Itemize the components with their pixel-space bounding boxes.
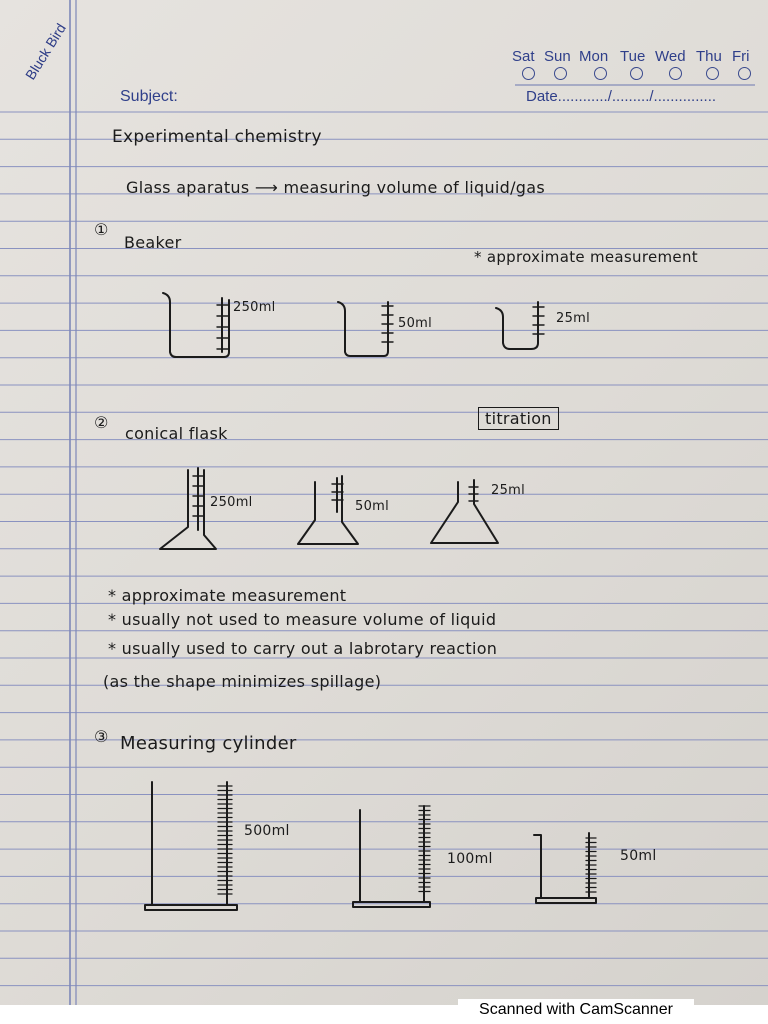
day-fri: Fri bbox=[732, 48, 750, 65]
scanner-watermark: Scanned with CamScanner bbox=[458, 999, 694, 1021]
cylinder-50-ticks bbox=[586, 838, 596, 892]
section-number-2: ② bbox=[94, 413, 109, 432]
cylinder-500-label: 500ml bbox=[244, 823, 290, 839]
date-label: Date............/........./............... bbox=[526, 88, 717, 105]
beaker-approx-note: * approximate measurement bbox=[474, 248, 698, 266]
day-sat: Sat bbox=[512, 48, 535, 65]
page-title: Experimental chemistry bbox=[112, 127, 322, 147]
day-mon: Mon bbox=[579, 48, 609, 65]
section-number-3: ③ bbox=[94, 727, 109, 746]
cylinder-100-outline bbox=[353, 806, 430, 907]
cylinder-heading: Measuring cylinder bbox=[120, 733, 297, 754]
cylinder-500-outline bbox=[145, 782, 237, 910]
day-sun: Sun bbox=[544, 48, 571, 65]
beaker-25-label: 25ml bbox=[556, 311, 591, 326]
beaker-250-label: 250ml bbox=[233, 300, 276, 315]
beaker-50-label: 50ml bbox=[398, 316, 433, 331]
cylinder-50-label: 50ml bbox=[620, 848, 657, 864]
titration-box: titration bbox=[478, 407, 559, 430]
day-thu: Thu bbox=[696, 48, 722, 65]
flask-heading: conical flask bbox=[125, 424, 228, 443]
flask-25-label: 25ml bbox=[491, 483, 526, 498]
day-tue: Tue bbox=[620, 48, 646, 65]
flask-50-label: 50ml bbox=[355, 499, 390, 514]
bullet-1: * approximate measurement bbox=[108, 586, 347, 605]
beaker-heading: Beaker bbox=[124, 233, 182, 252]
brand-logo: Bluck Bird bbox=[22, 20, 69, 83]
cylinder-500-ticks bbox=[218, 786, 232, 894]
intro-line: Glass aparatus ⟶ measuring volume of liquid/gas bbox=[126, 178, 545, 197]
bullet-2: * usually not used to measure volume of liquid bbox=[108, 610, 497, 629]
section-number-1: ① bbox=[94, 220, 109, 239]
cylinder-100-label: 100ml bbox=[447, 851, 493, 867]
bullet-3: * usually used to carry out a labrotary reaction bbox=[108, 639, 498, 658]
flask-250-label: 250ml bbox=[210, 495, 253, 510]
bullet-4: (as the shape minimizes spillage) bbox=[103, 672, 382, 691]
subject-label: Subject: bbox=[120, 88, 178, 105]
day-wed: Wed bbox=[655, 48, 686, 65]
